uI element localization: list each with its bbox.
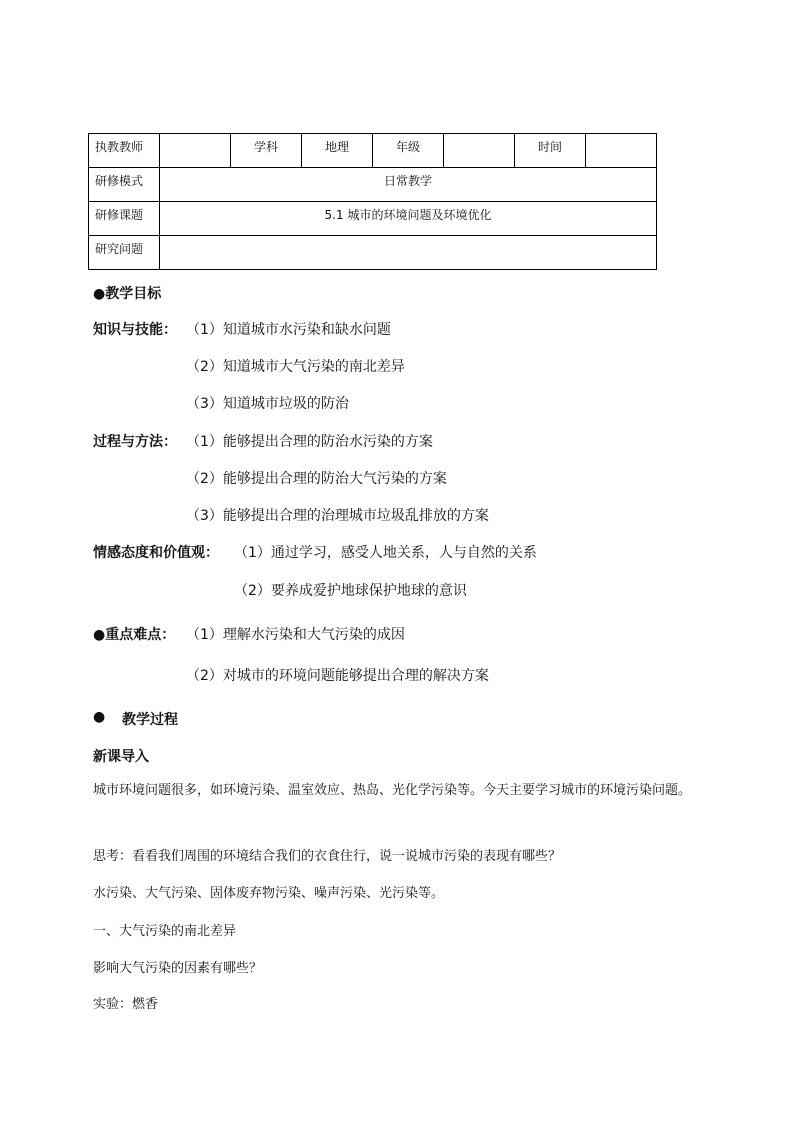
question-value: [160, 236, 657, 270]
mode-value: 日常教学: [160, 168, 657, 202]
key-point-1: （1）理解水污染和大气污染的成因: [186, 627, 405, 643]
subject-label: 学科: [231, 134, 302, 168]
process-item-3: （3）能够提出合理的治理城市垃圾乱排放的方案: [186, 508, 489, 524]
topic-value: 5.1 城市的环境问题及环境优化: [160, 202, 657, 236]
table-row: [89, 202, 657, 236]
attitude-item-2: （2）要养成爱护地球保护地球的意识: [234, 583, 467, 599]
knowledge-item-2: （2）知道城市大气污染的南北差异: [186, 359, 405, 375]
mode-label: 研修模式: [89, 168, 160, 202]
key-point-2: （2）对城市的环境问题能够提出合理的解决方案: [186, 668, 489, 684]
attitude-item-1: （1）通过学习，感受人地关系，人与自然的关系: [234, 545, 537, 561]
time-label: 时间: [515, 134, 586, 168]
key-points-label: ●重点难点：: [93, 627, 176, 643]
process-item-1: （1）能够提出合理的防治水污染的方案: [186, 434, 433, 450]
table-row: [89, 168, 657, 202]
process-label: 过程与方法：: [93, 434, 177, 450]
knowledge-item-1: （1）知道城市水污染和缺水问题: [186, 322, 391, 338]
process-bullet: ●: [93, 709, 106, 725]
topic-label: 研修课题: [89, 202, 160, 236]
section-1-heading: 一、大气污染的南北差异: [93, 924, 237, 939]
question-label: 研究问题: [89, 236, 160, 270]
intro-paragraph: 城市环境问题很多，如环境污染、温室效应、热岛、光化学污染等。今天主要学习城市的环境污染问题。: [93, 783, 692, 798]
think-paragraph: 思考：看看我们周围的环境结合我们的衣食住行，说一说城市污染的表现有哪些？: [93, 849, 562, 864]
attitude-label: 情感态度和价值观：: [93, 545, 219, 561]
process-item-2: （2）能够提出合理的防治大气污染的方案: [186, 471, 447, 487]
grade-value: [444, 134, 515, 168]
teacher-label: 执教教师: [89, 134, 160, 168]
time-value: [586, 134, 657, 168]
goals-heading: ●教学目标: [93, 286, 162, 302]
knowledge-label: 知识与技能：: [93, 322, 177, 338]
table-row: [89, 236, 657, 270]
pollution-types-paragraph: 水污染、大气污染、固体废弃物污染、噪声污染、光污染等。: [93, 886, 445, 901]
teacher-value: [160, 134, 231, 168]
table-row: [89, 134, 657, 168]
grade-label: 年级: [373, 134, 444, 168]
intro-heading: 新课导入: [93, 749, 149, 765]
subject-value: 地理: [302, 134, 373, 168]
knowledge-item-3: （3）知道城市垃圾的防治: [186, 396, 349, 412]
lesson-info-table: [88, 133, 657, 270]
process-heading: 教学过程: [122, 712, 178, 728]
experiment-line: 实验：燃香: [93, 997, 159, 1012]
factors-question: 影响大气污染的因素有哪些？: [93, 961, 263, 976]
